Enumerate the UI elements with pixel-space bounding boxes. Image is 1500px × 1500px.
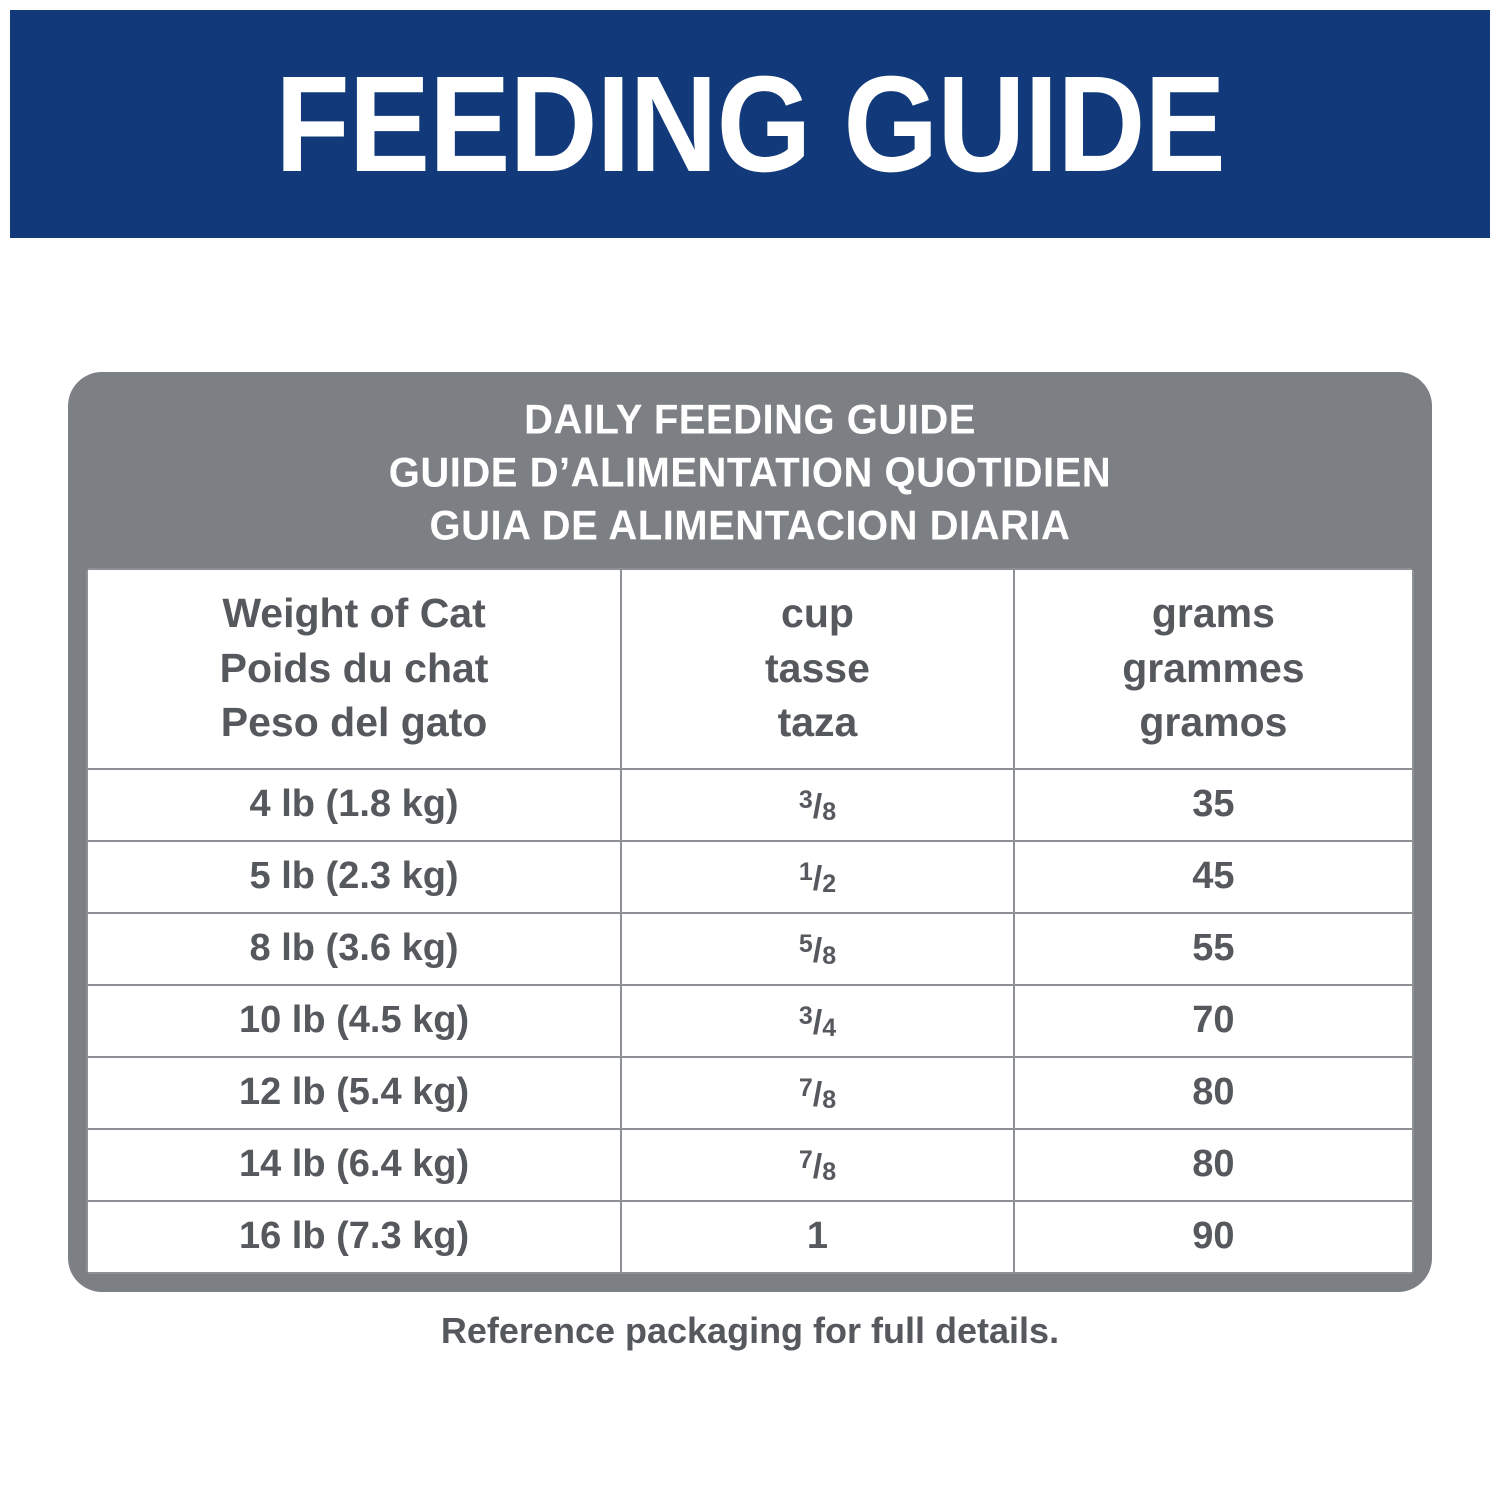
fraction-value: $^5$/8: [798, 930, 837, 971]
cell-weight: 10 lb (4.5 kg): [87, 985, 621, 1057]
table-row: [87, 1201, 1413, 1273]
table-row: [87, 841, 1413, 913]
cell-grams: 80: [1014, 1129, 1413, 1201]
cell-grams: 90: [1014, 1201, 1413, 1273]
cell-cup: 1: [621, 1201, 1014, 1273]
card-heading: [68, 372, 1432, 568]
table-row: [87, 985, 1413, 1057]
column-header-cup-en: cup: [781, 590, 854, 637]
cell-cup: [621, 1057, 1014, 1129]
table-row: [87, 769, 1413, 841]
cell-cup: [621, 913, 1014, 985]
fraction-value: $^3$/8: [798, 786, 837, 827]
column-header-weight-es: Peso del gato: [220, 699, 488, 746]
footnote-text: Reference packaging for full details.: [440, 1310, 1060, 1351]
fraction-value: $^1$/2: [798, 858, 837, 899]
cell-cup: [621, 841, 1014, 913]
cell-grams: 70: [1014, 985, 1413, 1057]
fraction-value: $^7$/8: [798, 1146, 837, 1187]
cell-weight: 12 lb (5.4 kg): [87, 1057, 621, 1129]
column-header-weight-fr: Poids du chat: [219, 644, 489, 691]
cell-cup: [621, 1129, 1014, 1201]
cell-weight: 8 lb (3.6 kg): [87, 913, 621, 985]
cell-cup: [621, 769, 1014, 841]
table-row: [87, 1129, 1413, 1201]
cell-cup: [621, 985, 1014, 1057]
cell-grams: 80: [1014, 1057, 1413, 1129]
cell-weight: 14 lb (6.4 kg): [87, 1129, 621, 1201]
table-row: [87, 913, 1413, 985]
page-title: FEEDING GUIDE: [275, 47, 1225, 201]
cell-weight: 5 lb (2.3 kg): [87, 841, 621, 913]
column-header-cup-fr: tasse: [765, 644, 870, 691]
cell-weight: 16 lb (7.3 kg): [87, 1201, 621, 1273]
column-header-grams-en: grams: [1151, 590, 1275, 637]
cell-grams: 35: [1014, 769, 1413, 841]
column-header-cup-es: taza: [777, 699, 858, 746]
cell-weight: 4 lb (1.8 kg): [87, 769, 621, 841]
table-row: [87, 1057, 1413, 1129]
column-header-weight-en: Weight of Cat: [222, 590, 486, 637]
card-heading-line-en: DAILY FEEDING GUIDE: [524, 396, 976, 444]
fraction-value: $^7$/8: [798, 1074, 837, 1115]
feeding-table: [86, 568, 1414, 1274]
table-header-row: [87, 569, 1413, 769]
column-header-weight: [87, 569, 621, 769]
fraction-value: $^3$/4: [798, 1002, 837, 1043]
column-header-cup: [621, 569, 1014, 769]
daily-feeding-guide-card: [68, 372, 1432, 1292]
card-heading-line-fr: GUIDE D’ALIMENTATION QUOTIDIEN: [388, 449, 1112, 496]
feeding-table-body: [87, 769, 1413, 1273]
column-header-grams: [1014, 569, 1413, 769]
column-header-grams-fr: grammes: [1122, 644, 1305, 691]
card-heading-line-es: GUIA DE ALIMENTACION DIARIA: [429, 502, 1071, 549]
feeding-table-head: [87, 569, 1413, 769]
feeding-guide-banner: [10, 10, 1490, 238]
cell-grams: 45: [1014, 841, 1413, 913]
cell-grams: 55: [1014, 913, 1413, 985]
column-header-grams-es: gramos: [1139, 699, 1288, 746]
